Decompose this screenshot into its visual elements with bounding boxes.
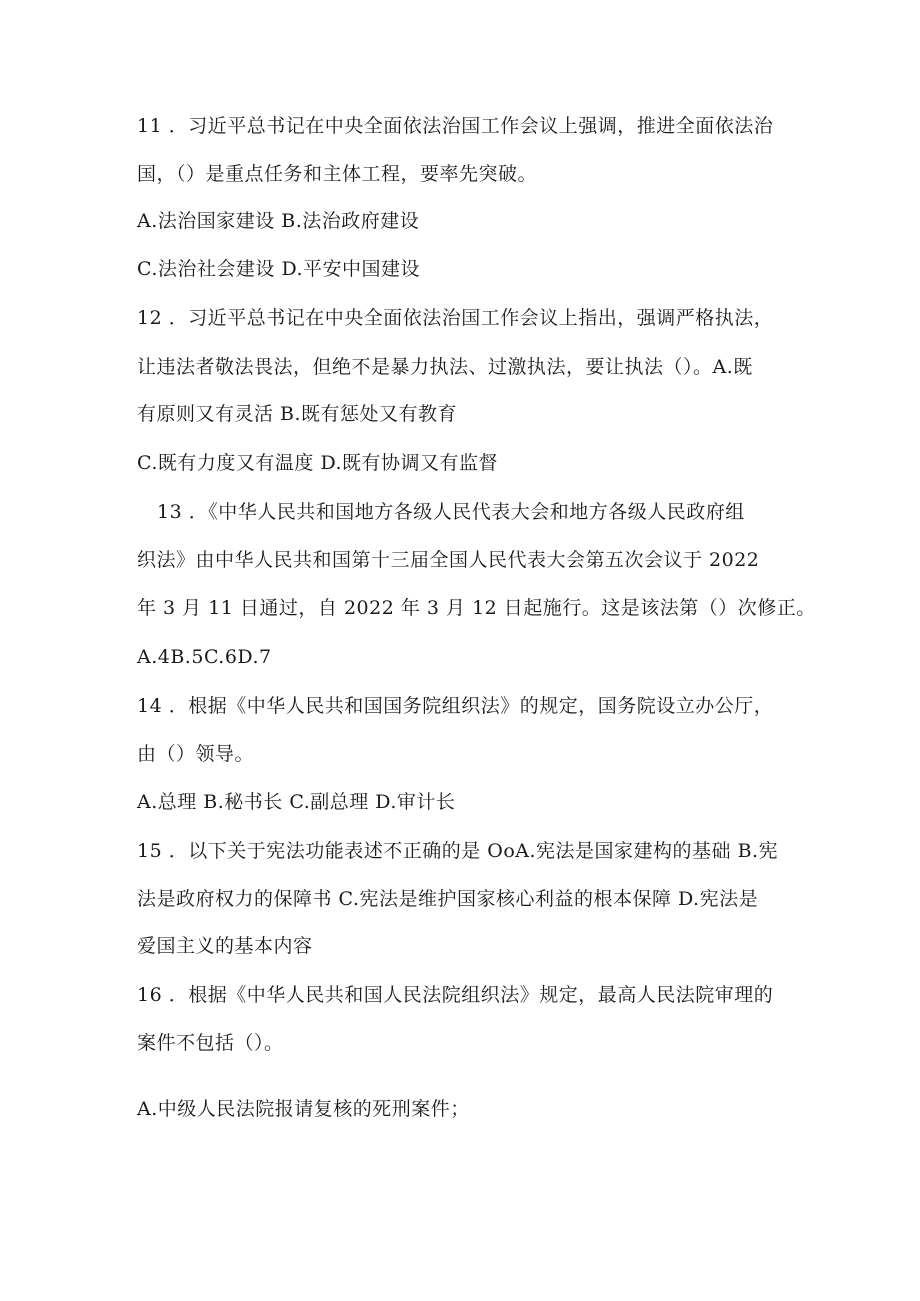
q12-stem-line-1: 12 ．习近平总书记在中央全面依法治国工作会议上指出，强调严格执法，: [137, 307, 774, 329]
q14-options: A.总理 B.秘书长 C.副总理 D.审计长: [137, 791, 456, 813]
q13-stem-line-2: 织法》由中华人民共和国第十三届全国人民代表大会第五次会议于 2022: [137, 549, 760, 571]
q13-stem-line-1: 13 ．《中华人民共和国地方各级人民代表大会和地方各级人民政府组: [157, 501, 745, 523]
q11-options-line-1: A.法治国家建设 B.法治政府建设: [137, 210, 420, 232]
q12-options-line-2: C.既有力度又有温度 D.既有协调又有监督: [137, 452, 499, 474]
q12-stem-line-2: 让违法者敬法畏法，但绝不是暴力执法、过激执法，要让执法（）。A.既: [137, 356, 753, 378]
q14-stem-line-1: 14 ．根据《中华人民共和国国务院组织法》的规定，国务院设立办公厅，: [137, 695, 774, 717]
q11-stem-line-1: 11 ．习近平总书记在中央全面依法治国工作会议上强调，推进全面依法治: [137, 115, 774, 137]
q11-options-line-2: C.法治社会建设 D.平安中国建设: [137, 258, 421, 280]
q16-stem-line-2: 案件不包括（）。: [137, 1032, 284, 1054]
q16-stem-line-1: 16 ．根据《中华人民共和国人民法院组织法》规定，最高人民法院审理的: [137, 984, 774, 1006]
q12-options-line-1: 有原则又有灵活 B.既有惩处又有教育: [137, 403, 458, 425]
q11-stem-line-2: 国，（）是重点任务和主体工程，要率先突破。: [137, 163, 538, 185]
q15-line-1: 15 ．以下关于宪法功能表述不正确的是 OoA.宪法是国家建构的基础 B.宪: [137, 840, 779, 862]
q15-line-3: 爱国主义的基本内容: [137, 935, 313, 957]
q14-stem-line-2: 由（）领导。: [137, 743, 255, 765]
q13-options: A.4B.5C.6D.7: [137, 646, 272, 668]
q16-option-a: A.中级人民法院报请复核的死刑案件；: [137, 1098, 470, 1120]
q13-stem-line-3: 年 3 月 11 日通过，自 2022 年 3 月 12 日起施行。这是该法第（）次修正。: [137, 597, 816, 619]
q15-line-2: 法是政府权力的保障书 C.宪法是维护国家核心利益的根本保障 D.宪法是: [137, 888, 759, 910]
